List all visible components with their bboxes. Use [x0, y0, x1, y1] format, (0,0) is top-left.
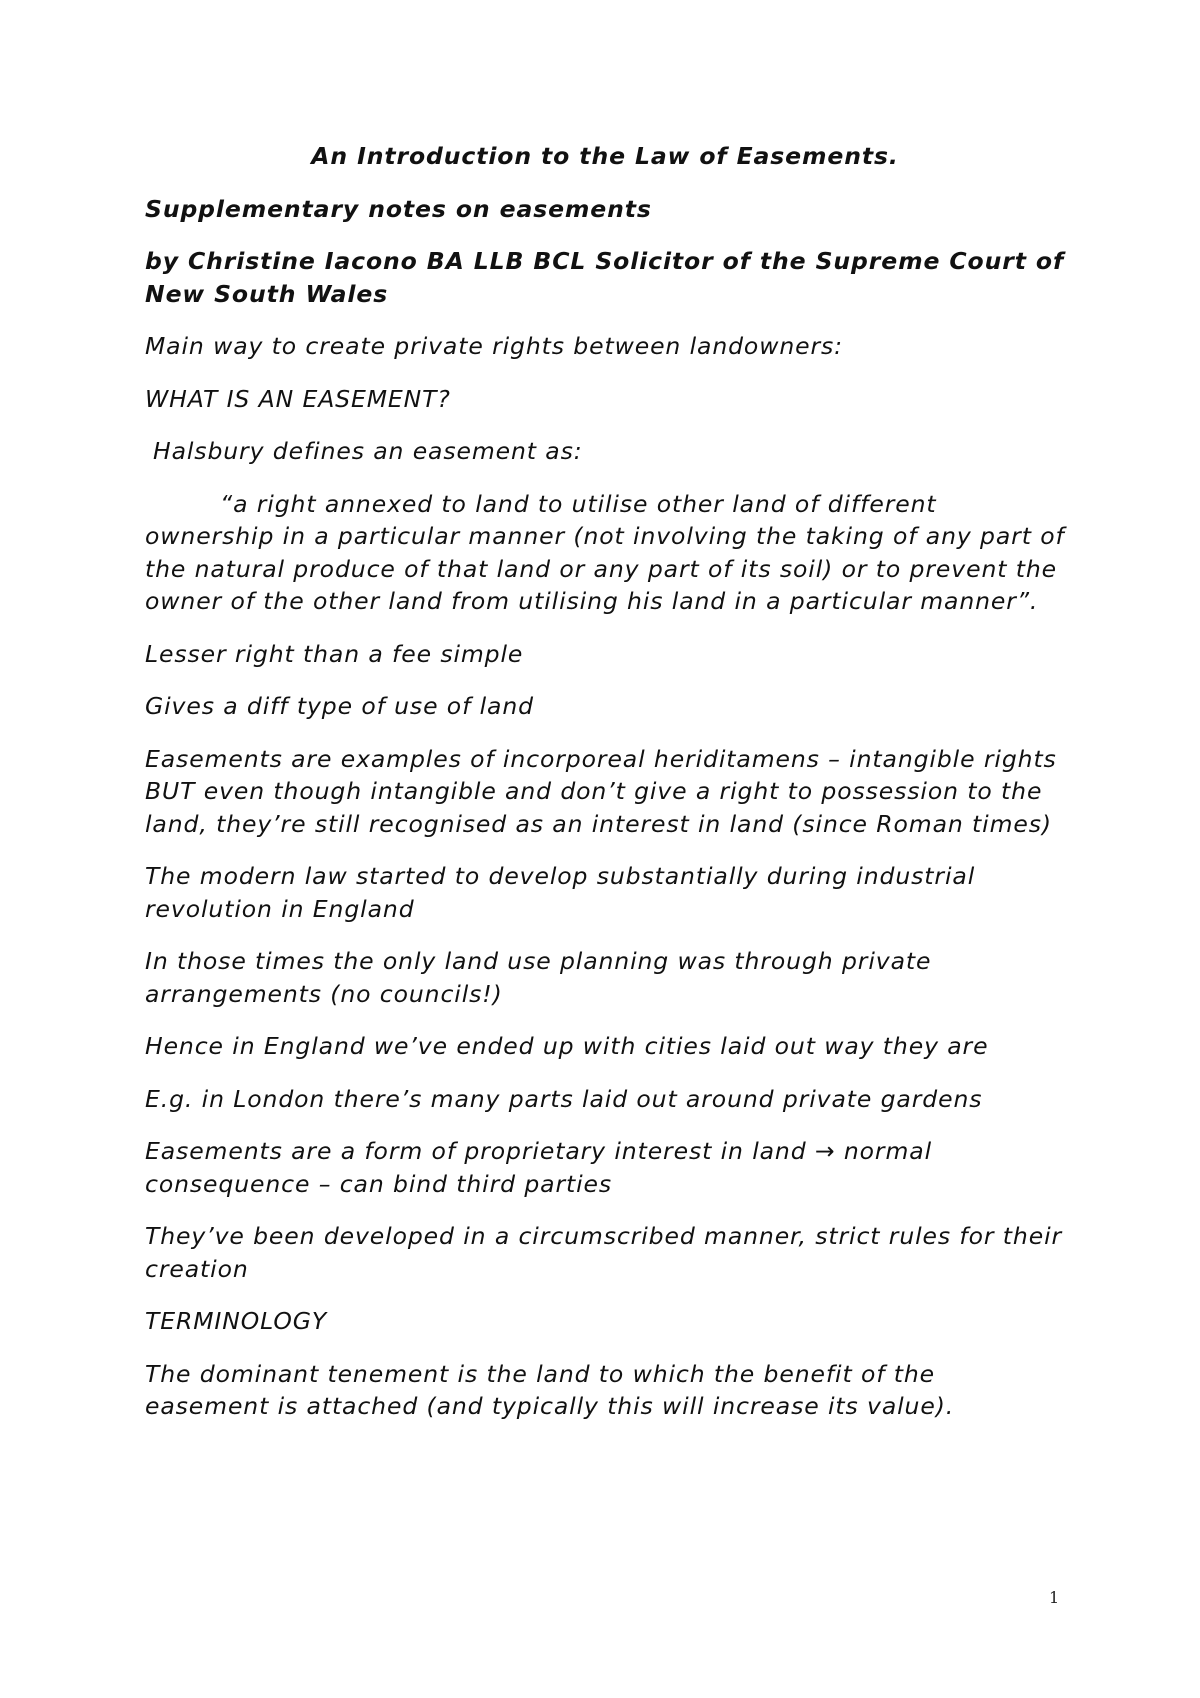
incorporeal-paragraph: Easements are examples of incorporeal heriditamens – intangible rights BUT even though intangible and don’t give a right to possession to the land, they’re still recognised as an interest in land (since Roman times)	[145, 744, 1057, 838]
planning-paragraph: In those times the only land use planning was through private arrangements (no councils!)	[145, 947, 932, 1008]
dominant-tenement-paragraph: The dominant tenement is the land to which the benefit of the easement is attached (and typically this will increase its value).	[145, 1359, 955, 1420]
document-title: An Introduction to the Law of Easements.	[311, 142, 899, 170]
definition-quote: “a right annexed to land to utilise other land of different ownership in a particular manner (not involving the taking of any part of the natural produce of that land or any part of its soil) or to prevent the owner of the other land from utilising his land in a particular manner”.	[145, 489, 1065, 615]
cities-paragraph: Hence in England we’ve ended up with cities laid out way they are	[145, 1032, 989, 1060]
intro-paragraph: Main way to create private rights between landowners:	[145, 332, 844, 360]
modern-law-paragraph: The modern law started to develop substantially during industrial revolution in England	[145, 862, 976, 923]
heading-terminology: TERMINOLOGY	[145, 1307, 328, 1335]
diff-type-paragraph: Gives a diff type of use of land	[145, 692, 534, 720]
lesser-right-paragraph: Lesser right than a fee simple	[145, 639, 524, 668]
page-number: 1	[1049, 1588, 1060, 1607]
london-paragraph: E.g. in London there’s many parts laid out around private gardens	[145, 1084, 983, 1113]
document-subtitle: Supplementary notes on easements	[145, 194, 652, 223]
document-body	[145, 140, 1065, 1443]
proprietary-paragraph: Easements are a form of proprietary interest in land → normal consequence – can bind third parties	[145, 1137, 933, 1198]
halsbury-paragraph: Halsbury defines an easement as:	[153, 437, 583, 465]
heading-what-is-easement: WHAT IS AN EASEMENT?	[145, 384, 451, 413]
circumscribed-paragraph: They’ve been developed in a circumscribed manner, strict rules for their creation	[145, 1222, 1063, 1283]
author-line: by Christine Iacono BA LLB BCL Solicitor of the Supreme Court of New South Wales	[145, 247, 1065, 308]
